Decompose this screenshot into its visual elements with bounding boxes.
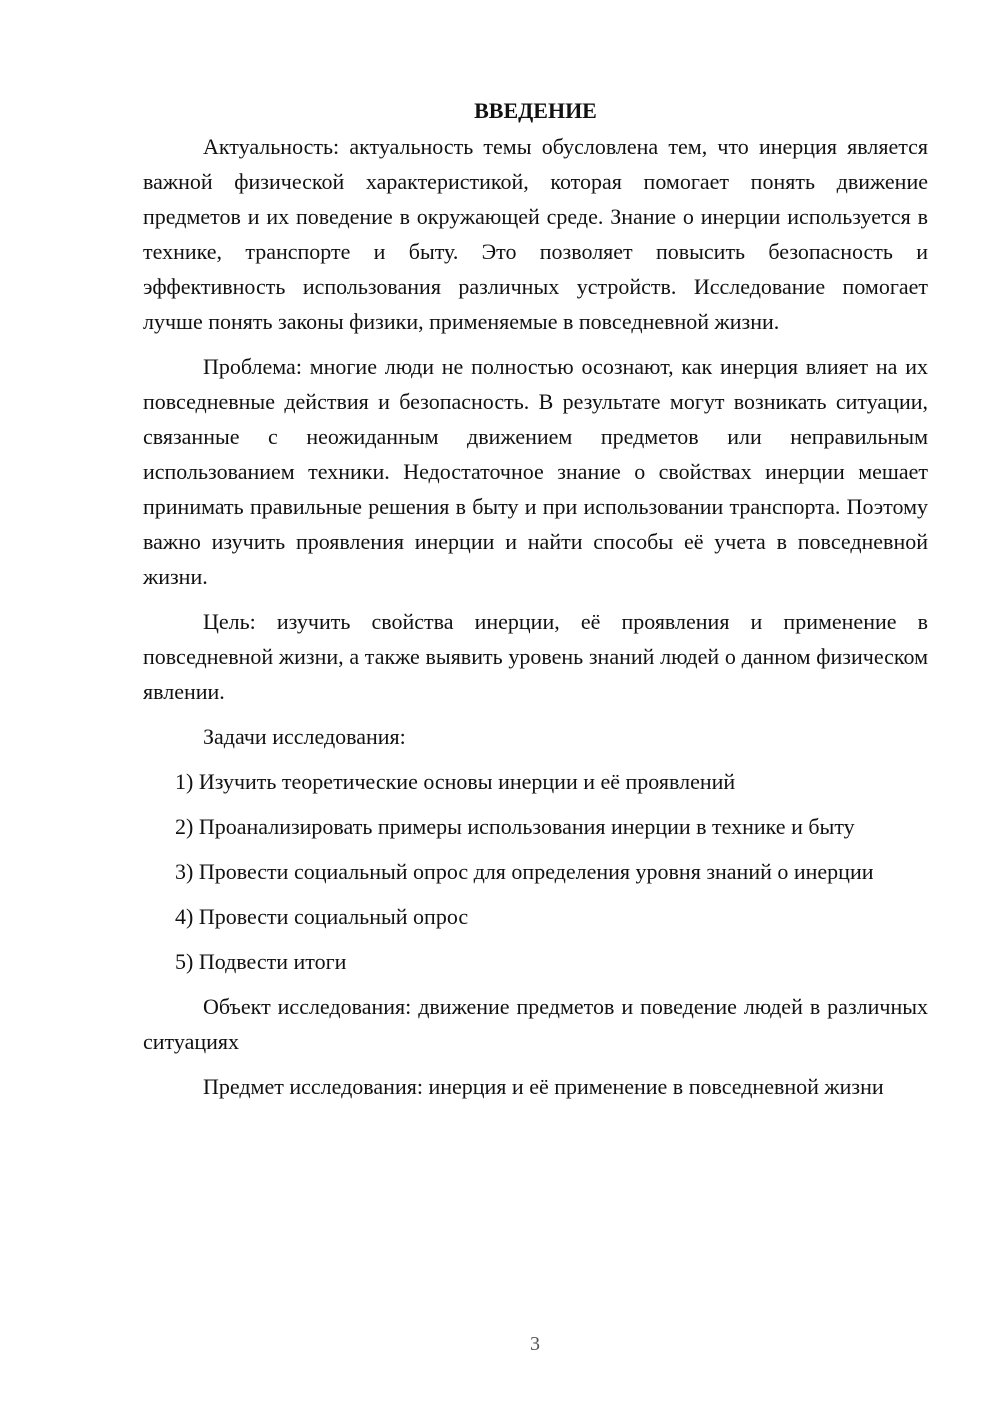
relevance-paragraph: Актуальность: актуальность темы обусловлена тем, что инерция является важной физической характеристикой, которая помогает понять движение предметов и их поведение в окружающей среде. Знание о инерции используется в технике, транспорте и быту. Это позволяет повысить безопасность и эффективность использования различных устройств. Исследование помогает лучше понять законы физики, применяемые в повседневной жизни. bbox=[143, 134, 928, 334]
goal-paragraph: Цель: изучить свойства инерции, её проявления и применение в повседневной жизни, а также выявить уровень знаний людей о данном физическом явлении. bbox=[143, 609, 928, 704]
task-item-1: 1) Изучить теоретические основы инерции и её проявлений bbox=[175, 769, 736, 794]
page-number: 3 bbox=[530, 1333, 540, 1355]
object-paragraph: Объект исследования: движение предметов и поведение людей в различных ситуациях bbox=[143, 994, 928, 1054]
task-item-4: 4) Провести социальный опрос bbox=[175, 904, 469, 929]
problem-paragraph: Проблема: многие люди не полностью осознают, как инерция влияет на их повседневные действия и безопасность. В результате могут возникать ситуации, связанные с неожиданным движением предметов или неправильным использованием техники. Недостаточное знание о свойствах инерции мешает принимать правильные решения в быту и при использовании транспорта. Поэтому важно изучить проявления инерции и найти способы её учета в повседневной жизни. bbox=[143, 354, 928, 589]
subject-paragraph: Предмет исследования: инерция и её применение в повседневной жизни bbox=[203, 1074, 884, 1099]
tasks-heading: Задачи исследования: bbox=[203, 724, 406, 749]
task-item-3: 3) Провести социальный опрос для определения уровня знаний о инерции bbox=[175, 859, 874, 884]
section-title: ВВЕДЕНИЕ bbox=[474, 98, 597, 123]
document-body bbox=[143, 94, 928, 1104]
task-item-2: 2) Проанализировать примеры использования инерции в технике и быту bbox=[175, 814, 855, 839]
task-item-5: 5) Подвести итоги bbox=[175, 949, 347, 974]
